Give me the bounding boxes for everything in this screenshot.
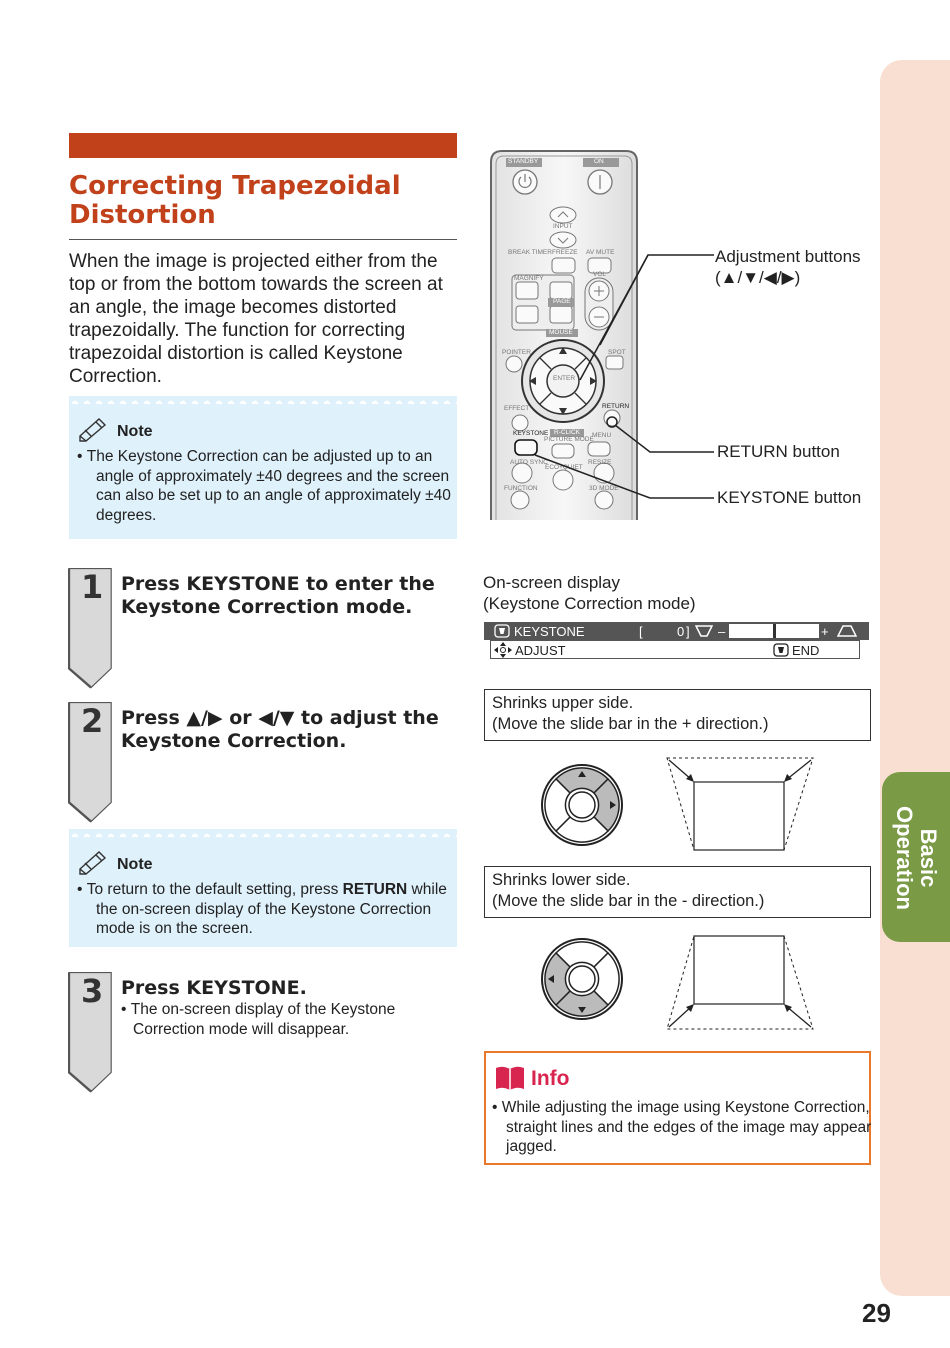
step-1-number: 1 (81, 568, 104, 606)
upper-shrink-line2: (Move the slide bar in the + direction.) (492, 715, 769, 733)
keystone-icon (494, 624, 510, 638)
osd-adjust-row (490, 640, 860, 659)
note-2-heading (77, 849, 153, 875)
note-2-scallop (69, 829, 457, 837)
remote-spot-label: SPOT (608, 349, 626, 356)
remote-mouse-label: MOUSE (549, 329, 573, 336)
remote-magnify-label: MAGNIFY (514, 275, 544, 282)
remote-picture-mode-label: PICTURE MODE (544, 436, 594, 443)
pencil-note-icon (77, 849, 113, 875)
remote-keystone-label: KEYSTONE (513, 430, 549, 437)
remote-input-label: INPUT (553, 223, 573, 230)
note-2-pre: To return to the default setting, press (86, 881, 343, 898)
remote-page-label: PAGE (553, 298, 571, 305)
remote-return-label: RETURN (602, 403, 630, 410)
upper-trapezoid-diagram (664, 756, 816, 856)
osd-end-label: END (792, 643, 820, 658)
step-2-number: 2 (81, 702, 104, 740)
page-number: 29 (862, 1298, 891, 1328)
book-icon (494, 1065, 526, 1091)
remote-effect-label: EFFECT (504, 405, 530, 412)
note-body: The Keystone Correction can be adjusted up to an angle of approximately ±40 degrees and the screen can also be set up to an angle of approximately ±40 degrees. (86, 448, 451, 524)
remote-standby-label: STANDBY (508, 158, 539, 165)
remote-av-mute-label: AV MUTE (586, 249, 615, 256)
note-2-bullet: • (77, 881, 83, 898)
step-3-sub-text (121, 1000, 453, 1039)
step-1-post: to enter the Keystone Correction mode. (121, 573, 435, 618)
osd-keystone-value: 0 (677, 624, 685, 639)
keystone-end-icon (773, 643, 789, 657)
info-heading: Info (531, 1067, 570, 1090)
lower-shrink-line2: (Move the slide bar in the - direction.) (492, 892, 765, 910)
osd-minus: – (718, 624, 726, 639)
lower-direction-pad (540, 937, 624, 1021)
osd-plus: + (821, 624, 829, 639)
cross-arrows-icon (494, 642, 512, 658)
note-2-return: RETURN (342, 881, 408, 898)
step-3-sub-body: The on-screen display of the Keystone Correction mode will disappear. (130, 1001, 396, 1038)
note-heading-text: Note (117, 423, 153, 440)
adjustment-buttons-arrows: (▲/▼/◀/▶) (715, 268, 801, 287)
remote-resize-label: RESIZE (588, 459, 612, 466)
info-box (484, 1051, 871, 1165)
step-3-pre: Press (121, 977, 187, 999)
remote-eco-quiet-label: ECO+QUIET (545, 464, 583, 471)
step-3-keystone: KEYSTONE (186, 977, 300, 999)
remote-freeze-label: FREEZE (552, 249, 578, 256)
remote-vol-label: VOL (593, 271, 607, 278)
step-1-pre: Press (121, 573, 187, 595)
intro-paragraph: When the image is projected either from the top or from the bottom towards the screen at an angle, the image becomes distorted trapezoidally. The function for correcting trapezoidal distortion is called Keystone Correction. (69, 251, 443, 387)
remote-on-label: ON (594, 158, 604, 165)
remote-auto-sync-label: AUTO SYNC (510, 459, 548, 466)
info-bullet: • (492, 1099, 498, 1116)
lower-trapezoid-diagram (664, 933, 816, 1033)
lower-shrink-line1: Shrinks lower side. (492, 871, 631, 889)
remote-3d-mode-label: 3D MODE (589, 485, 619, 492)
upper-shrink-line1: Shrinks upper side. (492, 694, 634, 712)
osd-caption-line2: (Keystone Correction mode) (483, 594, 696, 613)
step-3-sub-bullet: • (121, 1001, 127, 1018)
osd-bracket-open: [ (639, 624, 643, 639)
upper-shrink-icon (695, 625, 713, 637)
step-1-text (121, 573, 451, 619)
osd-keystone-row (484, 622, 869, 640)
note-2-text (77, 880, 466, 939)
step-3-text (121, 977, 451, 1000)
note-box-2 (69, 829, 457, 947)
osd-bracket-close: ] (686, 624, 690, 639)
adjustment-buttons-label: Adjustment buttons (715, 247, 861, 266)
page-title: Correcting Trapezoidal Distortion (69, 171, 401, 230)
remote-function-label: FUNCTION (504, 485, 538, 492)
remote-break-timer-label: BREAK TIMER (508, 249, 552, 256)
osd-slider-thumb[interactable] (773, 624, 776, 638)
info-body: While adjusting the image using Keystone Correction, straight lines and the edges of the image may appear jagged. (501, 1099, 872, 1155)
step-3-post: . (299, 977, 307, 999)
osd-keystone-label: KEYSTONE (514, 624, 585, 639)
note-bullet: • (77, 448, 83, 465)
osd-caption-line1: On-screen display (483, 573, 621, 592)
osd-adjust-label: ADJUST (515, 643, 566, 658)
step-2-text: Press ▲/▶ or ◀/▼ to adjust the Keystone Correction. (121, 707, 439, 752)
lower-shrink-icon (837, 625, 857, 637)
adjustment-buttons-callout (715, 246, 861, 288)
upper-direction-pad (540, 763, 624, 847)
info-text (492, 1098, 876, 1157)
remote-menu-label: MENU (592, 432, 612, 439)
lower-shrink-box (484, 866, 871, 918)
upper-shrink-box (484, 689, 871, 741)
note-2-post: while the on-screen display of the Keystone Correction mode is on the screen. (96, 881, 447, 937)
section-tab-label: Basic Operation (892, 806, 941, 910)
keystone-button-callout: KEYSTONE button (717, 488, 862, 507)
remote-enter-label: ENTER (553, 375, 576, 382)
osd-caption (483, 572, 696, 614)
return-button-callout: RETURN button (717, 442, 840, 461)
step-3-number: 3 (81, 972, 104, 1010)
remote-r-click-label: R-CLICK (554, 429, 581, 436)
note-2-heading-text: Note (117, 856, 153, 873)
remote-pointer-label: POINTER (502, 349, 531, 356)
osd-slider-track (729, 624, 819, 638)
step-1-keystone: KEYSTONE (186, 573, 300, 595)
